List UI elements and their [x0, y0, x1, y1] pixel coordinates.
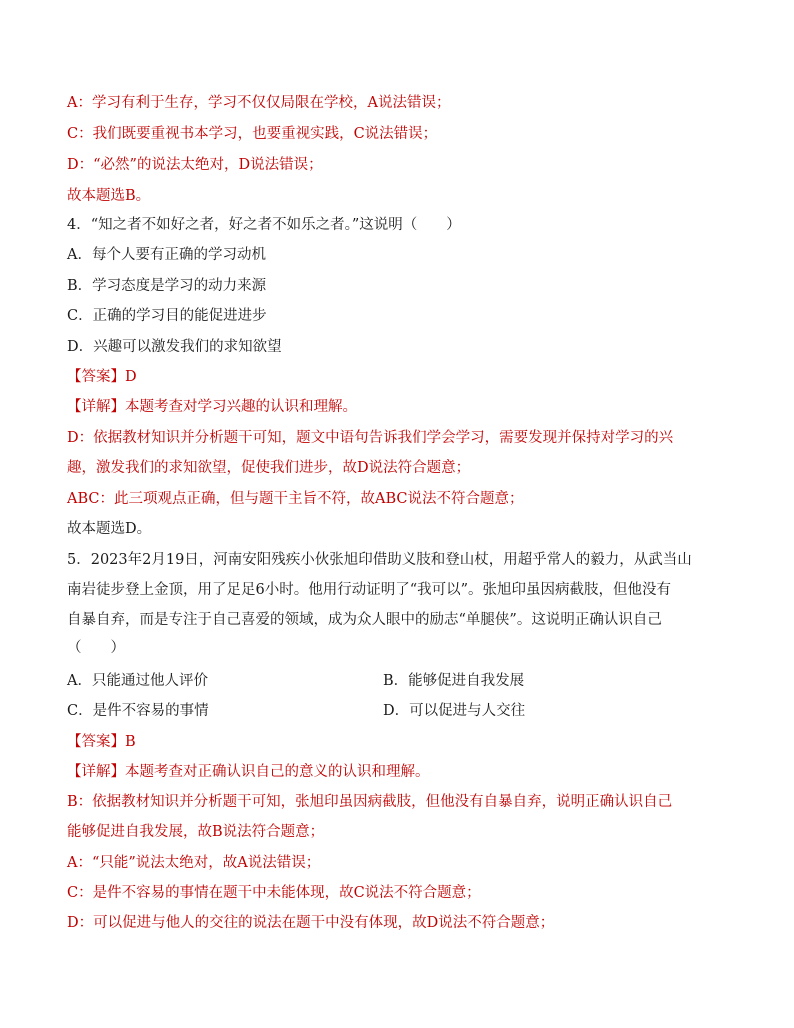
analysis-conclusion: 故本题选D。	[67, 521, 152, 537]
question-4-option-a: A．每个人要有正确的学习动机	[67, 247, 266, 263]
question-4-option-b: B．学习态度是学习的动力来源	[67, 278, 267, 294]
analysis-line: D：依据教材知识并分析题干可知，题文中语句告诉我们学会学习，需要发现并保持对学习的兴	[67, 430, 674, 446]
question-4-option-d: D．兴趣可以激发我们的求知欲望	[67, 339, 282, 355]
analysis-line: 能够促进自我发展，故B说法符合题意；	[67, 824, 325, 840]
analysis-line: 趣，激发我们的求知欲望，促使我们进步，故D说法符合题意；	[67, 460, 471, 476]
analysis-line: D：“必然”的说法太绝对，D说法错误；	[67, 157, 323, 173]
analysis-line: 故本题选B。	[67, 188, 151, 204]
answer-value: D	[125, 369, 137, 385]
analysis-line: D：可以促进与他人的交往的说法在题干中没有体现，故D说法不符合题意；	[67, 915, 555, 931]
question-5-option-d: D．可以促进与人交往	[383, 703, 526, 719]
question-4-answer	[67, 367, 727, 387]
question-5-answer	[67, 732, 727, 752]
detail-text: 本题考查对正确认识自己的意义的认识和理解。	[125, 764, 430, 780]
analysis-line: B：依据教材知识并分析题干可知，张旭印虽因病截肢，但他没有自暴自弃，说明正确认识自己	[67, 794, 673, 810]
question-5-stem-line: 南岩徒步登上金顶，用了足足6小时。他用行动证明了“我可以”。张旭印虽因病截肢，但他没有	[67, 582, 672, 598]
analysis-line: A：“只能”说法太绝对，故A说法错误；	[67, 855, 321, 871]
question-4-detail	[67, 397, 727, 417]
answer-value: B	[125, 734, 136, 750]
question-5-option-a: A．只能通过他人评价	[67, 673, 208, 689]
question-5-stem-line: 自暴自弃，而是专注于自己喜爱的领域，成为众人眼中的励志“单腿侠”。这说明正确认识自己	[67, 612, 662, 628]
question-5-stem-line: 5．2023年2月19日，河南安阳残疾小伙张旭印借助义肢和登山杖，用超乎常人的毅力，从武当山	[67, 552, 692, 568]
question-4-stem: 4．“知之者不如好之者，好之者不如乐之者。”这说明（ ）	[67, 217, 461, 233]
answer-label: 【答案】	[67, 369, 125, 385]
question-5-detail	[67, 762, 727, 782]
analysis-line: C：我们既要重视书本学习，也要重视实践，C说法错误；	[67, 126, 438, 142]
analysis-line: ABC：此三项观点正确，但与题干主旨不符，故ABC说法不符合题意；	[67, 491, 524, 507]
question-4-option-c: C．正确的学习目的能促进进步	[67, 308, 267, 324]
detail-label: 【详解】	[67, 399, 125, 415]
question-5-option-b: B．能够促进自我发展	[383, 673, 525, 689]
question-5-option-c: C．是件不容易的事情	[67, 703, 209, 719]
detail-text: 本题考查对学习兴趣的认识和理解。	[125, 399, 357, 415]
analysis-line: A：学习有利于生存，学习不仅仅局限在学校，A说法错误；	[67, 95, 451, 111]
analysis-line: C：是件不容易的事情在题干中未能体现，故C说法不符合题意；	[67, 885, 481, 901]
answer-label: 【答案】	[67, 734, 125, 750]
question-5-stem-line: （ ）	[67, 640, 125, 656]
detail-label: 【详解】	[67, 764, 125, 780]
